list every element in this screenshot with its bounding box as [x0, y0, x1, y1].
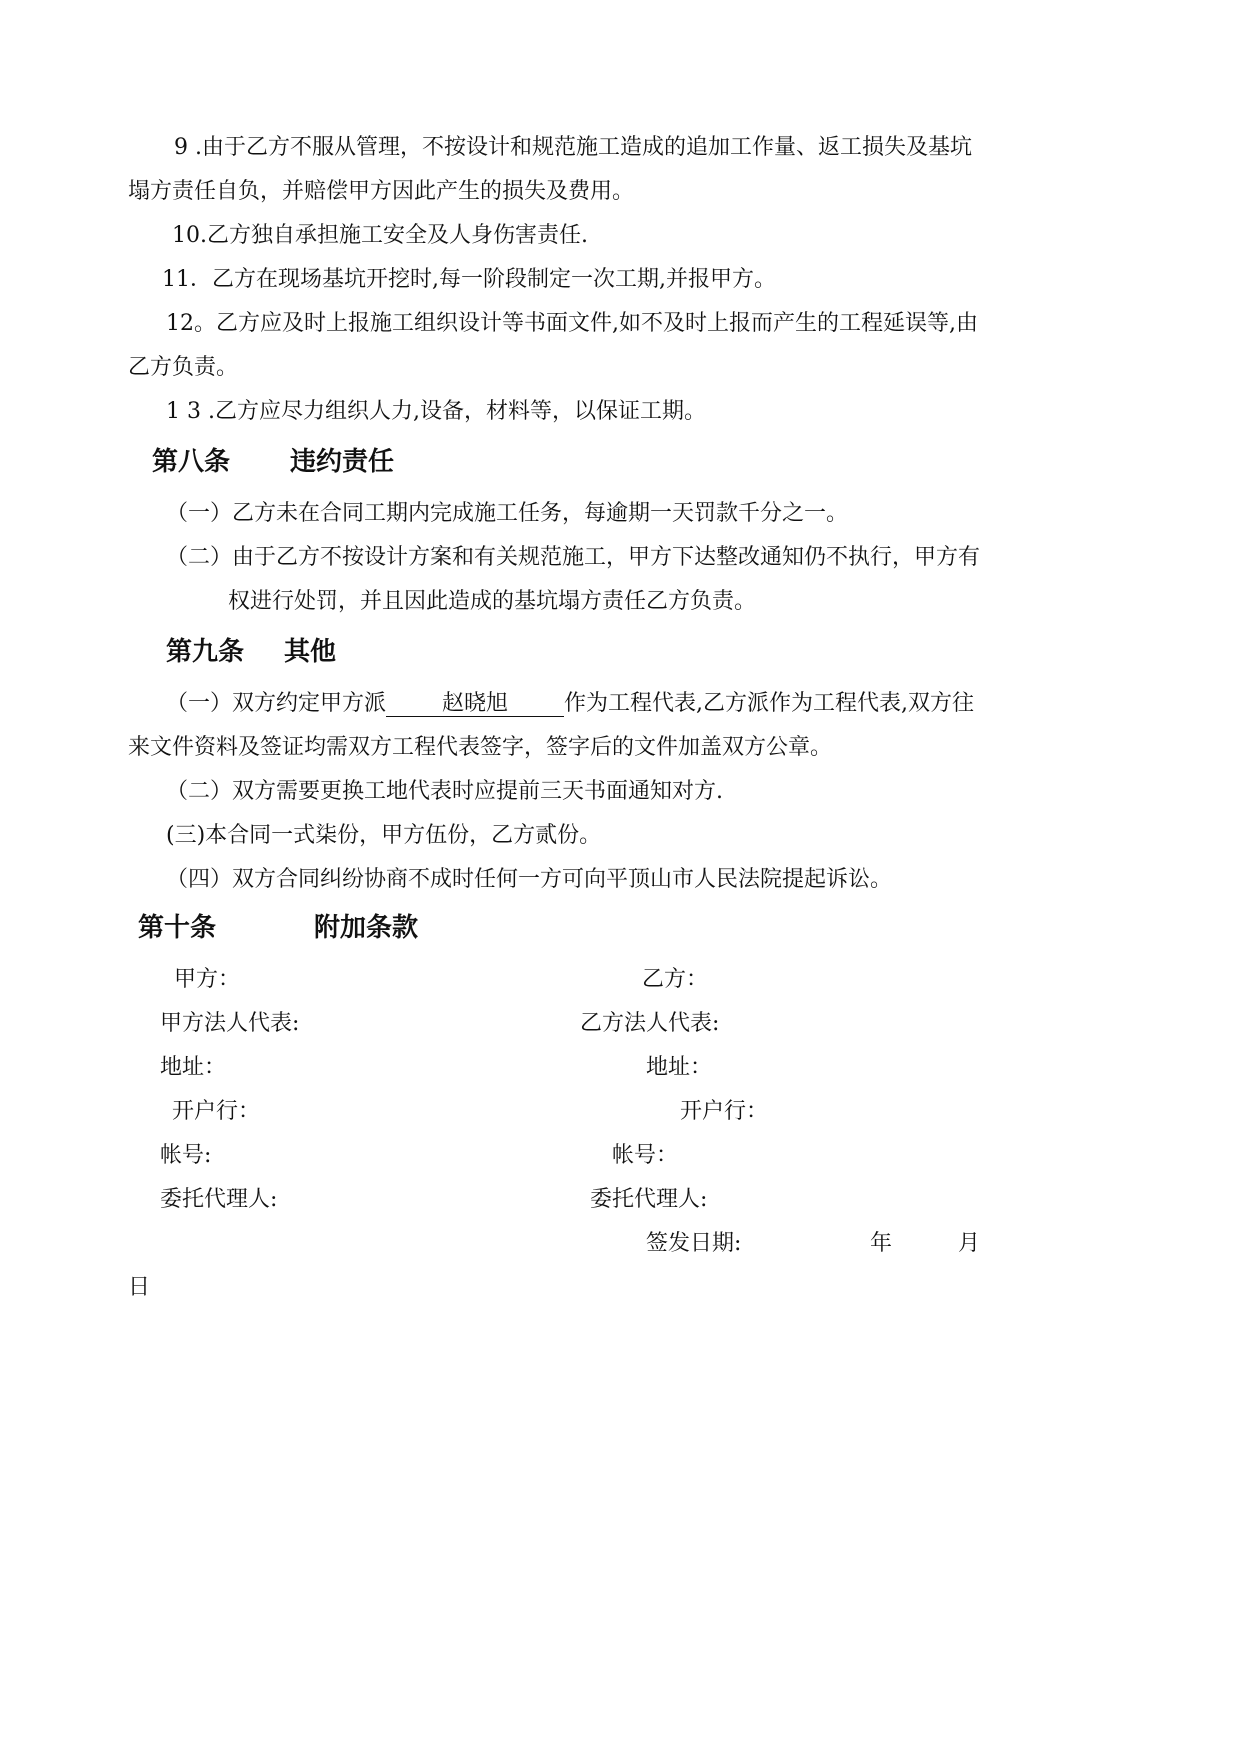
party-b-label: 乙方： [642, 967, 709, 992]
article-10-title: 附加条款 [314, 913, 419, 943]
clause-11: 11．乙方在现场基坑开挖时,每一阶段制定一次工期,并报甲方。 [162, 267, 776, 292]
article-9-title: 其他 [284, 637, 337, 667]
article-8-item-2-line1: （二）由于乙方不按设计方案和有关规范施工，甲方下达整改通知仍不执行，甲方有 [166, 545, 981, 570]
article-8-item-1: （一）乙方未在合同工期内完成施工任务，每逾期一天罚款千分之一。 [166, 501, 849, 526]
bank-a-label: 开户行： [172, 1099, 261, 1124]
account-b-label: 帐号： [612, 1143, 679, 1168]
article-8-number: 第八条 [152, 447, 231, 477]
clause-12-line2: 乙方负责。 [128, 355, 239, 380]
sign-date-day: 日 [128, 1275, 151, 1300]
clause-9-line2: 塌方责任自负，并赔偿甲方因此产生的损失及费用。 [128, 179, 635, 204]
article-9-item-4: （四）双方合同纠纷协商不成时任何一方可向平顶山市人民法院提起诉讼。 [166, 867, 893, 892]
article-10-heading [138, 912, 418, 944]
address-b-label: 地址： [646, 1055, 713, 1080]
legal-rep-b-label: 乙方法人代表: [580, 1011, 720, 1036]
article-9-item-1-suffix: 作为工程代表,乙方派作为工程代表,双方往 [564, 691, 975, 716]
article-9-item-3: (三)本合同一式柒份，甲方伍份，乙方贰份。 [166, 823, 602, 848]
clause-12-line1: 12。乙方应及时上报施工组织设计等书面文件,如不及时上报而产生的工程延误等,由 [166, 311, 978, 336]
article-10-number: 第十条 [138, 913, 217, 943]
article-8-heading [152, 446, 394, 478]
bank-b-label: 开户行： [680, 1099, 769, 1124]
sign-date-label: 签发日期: [646, 1231, 742, 1256]
article-8-title: 违约责任 [290, 447, 395, 477]
account-a-label: 帐号: [160, 1143, 212, 1168]
article-9-item-1-line1 [166, 690, 974, 718]
engineering-rep-name: 赵晓旭 [386, 692, 564, 717]
sign-date-month: 月 [958, 1231, 981, 1256]
article-8-item-2-line2: 权进行处罚，并且因此造成的基坑塌方责任乙方负责。 [228, 589, 757, 614]
article-9-heading [166, 636, 336, 668]
article-9-item-2: （二）双方需要更换工地代表时应提前三天书面通知对方. [166, 779, 723, 804]
article-9-item-1-line2: 来文件资料及签证均需双方工程代表签字，签字后的文件加盖双方公章。 [128, 735, 833, 760]
party-a-label: 甲方： [174, 967, 241, 992]
article-9-number: 第九条 [166, 637, 245, 667]
address-a-label: 地址： [160, 1055, 227, 1080]
clause-13: 1 3 .乙方应尽力组织人力,设备，材料等，以保证工期。 [166, 399, 706, 424]
article-9-item-1-prefix: （一）双方约定甲方派 [166, 691, 387, 716]
agent-b-label: 委托代理人: [590, 1187, 708, 1212]
sign-date-year: 年 [870, 1231, 893, 1256]
agent-a-label: 委托代理人: [160, 1187, 278, 1212]
clause-10: 10.乙方独自承担施工安全及人身伤害责任. [172, 223, 588, 248]
clause-9-line1: 9 .由于乙方不服从管理，不按设计和规范施工造成的追加工作量、返工损失及基坑 [174, 135, 972, 160]
legal-rep-a-label: 甲方法人代表: [160, 1011, 300, 1036]
